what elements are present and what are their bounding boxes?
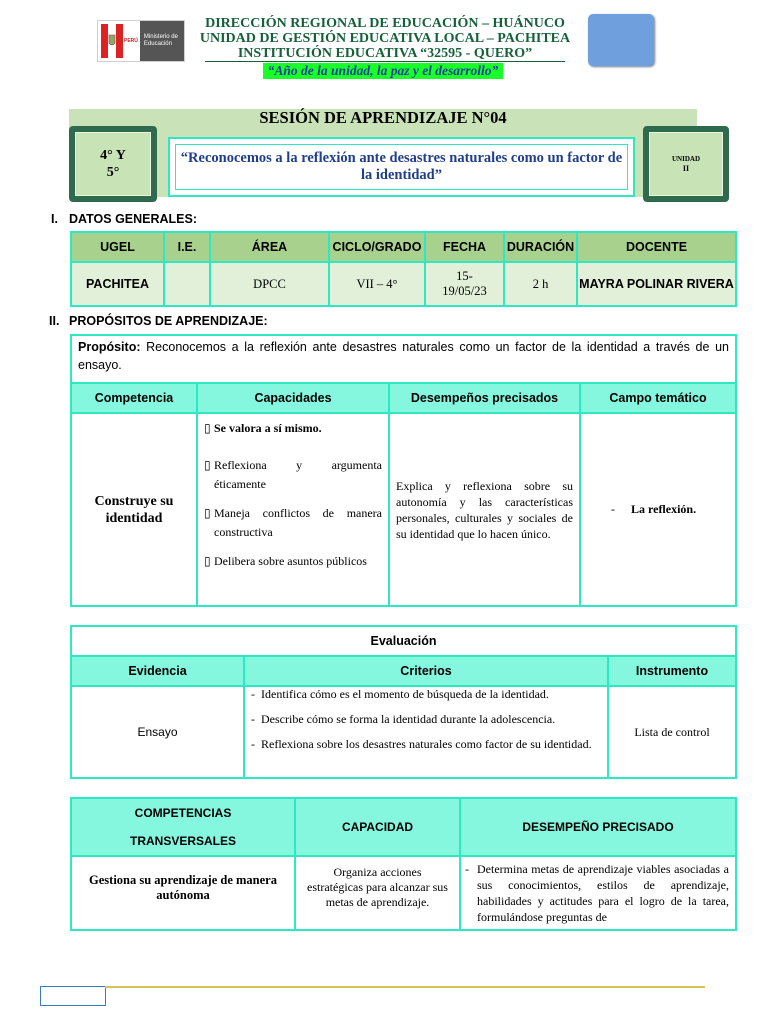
propositos-header-row: [71, 383, 736, 413]
col-ugel: UGEL: [71, 232, 164, 262]
capacidad-item: ▯ Se valora a sí mismo.: [204, 421, 322, 435]
col-desempeno-precisado: DESEMPEÑO PRECISADO: [460, 798, 736, 856]
val-fecha: 15- 19/05/23: [425, 262, 504, 306]
val-ciclo: VII – 4°: [329, 262, 425, 306]
val-ie: [164, 262, 210, 306]
header-line-1: DIRECCIÓN REGIONAL DE EDUCACIÓN – HUÁNUCO: [205, 16, 565, 31]
proposito-row: [71, 335, 736, 383]
session-topic: “Reconocemos a la reflexión ante desastres naturales como un factor de la identidad”: [175, 144, 628, 190]
proposito-cell: [71, 335, 736, 383]
section-2-number: II.: [49, 314, 60, 328]
transversales-header-row: [71, 798, 736, 856]
topic-box: [168, 137, 635, 197]
datos-header-row: [71, 232, 736, 262]
campo-cell: [580, 413, 736, 606]
col1-line1: COMPETENCIAS: [134, 806, 232, 820]
checkbox-bullet-icon: ▯: [204, 554, 211, 568]
instrumento-cell: Lista de control: [608, 686, 736, 778]
col-capacidades: Capacidades: [197, 383, 389, 413]
checkbox-bullet-icon: ▯: [204, 421, 211, 435]
col-competencias-transversales: [71, 798, 295, 856]
evaluacion-table: [70, 625, 737, 779]
desempeno-cell: Explica y reflexiona sobre su autonomía y las características personales, culturales y sociales de su identidad que lo hacen único.: [389, 413, 580, 606]
col-criterios: Criterios: [244, 656, 608, 686]
capacidad-cell: Organiza acciones estratégicas para alcanzar sus metas de aprendizaje.: [295, 856, 460, 930]
section-2-heading: PROPÓSITOS DE APRENDIZAJE:: [69, 314, 268, 328]
desempeno-item: - Determina metas de aprendizaje viables asociadas a sus conocimientos, estilos de aprendizaje, habilidades y actitudes para el logro de la tarea, formulándose preguntas de: [465, 862, 729, 924]
grade-badge: [69, 126, 157, 202]
grade-line-2: 5°: [106, 165, 120, 180]
campo-dash: -: [611, 502, 615, 516]
section-1-heading: DATOS GENERALES:: [69, 212, 198, 226]
col-instrumento: Instrumento: [608, 656, 736, 686]
motto-banner: “Año de la unidad, la paz y el desarrollo”: [263, 63, 503, 79]
ministry-logo: [97, 20, 185, 62]
transversales-table: [70, 797, 737, 931]
checkbox-bullet-icon: ▯: [204, 506, 211, 520]
logo-country: PERÚ: [124, 38, 138, 44]
grade-line-1: 4° Y: [100, 148, 126, 163]
col-campo: Campo temático: [580, 383, 736, 413]
datos-value-row: [71, 262, 736, 306]
col-capacidad: CAPACIDAD: [295, 798, 460, 856]
section-1-number: I.: [51, 212, 58, 226]
unit-label: UNIDAD: [672, 155, 700, 163]
desempeno-transversal-cell: [460, 856, 736, 930]
capacidad-item: ▯ Reflexiona y argumenta éticamente: [204, 456, 382, 494]
proposito-text: Reconocemos a la reflexión ante desastres naturales como un factor de la identidad a través de un ensayo.: [78, 340, 729, 372]
evaluacion-title-row: [71, 626, 736, 656]
criterio-item: - Identifica cómo es el momento de búsqueda de la identidad.: [251, 687, 549, 701]
criterio-item: - Reflexiona sobre los desastres naturales como factor de su identidad.: [251, 737, 592, 751]
footer-page-box: [40, 986, 106, 1006]
col-desempenos: Desempeños precisados: [389, 383, 580, 413]
val-ugel: PACHITEA: [71, 262, 164, 306]
transversales-body-row: [71, 856, 736, 930]
checkbox-bullet-icon: ▯: [204, 458, 211, 472]
propositos-table: [70, 334, 737, 607]
col-duracion: DURACIÓN: [504, 232, 577, 262]
datos-table: [70, 231, 737, 307]
col-evidencia: Evidencia: [71, 656, 244, 686]
val-docente: MAYRA POLINAR RIVERA: [577, 262, 736, 306]
evaluacion-header-row: [71, 656, 736, 686]
criterios-cell: [244, 686, 608, 778]
evaluacion-body-row: [71, 686, 736, 778]
competencia-cell: Construye su identidad: [71, 413, 197, 606]
header-line-3: INSTITUCIÓN EDUCATIVA “32595 - QUERO”: [205, 46, 565, 62]
session-title: SESIÓN DE APRENDIZAJE N°04: [259, 108, 507, 127]
evidencia-cell: Ensayo: [71, 686, 244, 778]
footer-line: [105, 986, 705, 988]
capacidad-item: ▯ Maneja conflictos de manera constructiva: [204, 504, 382, 542]
capacidad-item: ▯ Delibera sobre asuntos públicos: [204, 552, 382, 571]
blue-placeholder-box: [588, 14, 654, 66]
unit-value: II: [682, 164, 690, 173]
val-area: DPCC: [210, 262, 329, 306]
peru-shield-icon: [101, 24, 123, 58]
unit-badge: [643, 126, 729, 202]
col-area: ÁREA: [210, 232, 329, 262]
col-competencia: Competencia: [71, 383, 197, 413]
logo-ministry: Ministerio de Educación: [140, 21, 184, 61]
col-fecha: FECHA: [425, 232, 504, 262]
col-ciclo: CICLO/GRADO: [329, 232, 425, 262]
competencia-transversal-cell: Gestiona su aprendizaje de manera autónoma: [71, 856, 295, 930]
proposito-label: Propósito:: [78, 340, 141, 354]
evaluacion-title: Evaluación: [71, 626, 736, 656]
header-line-2: UNIDAD DE GESTIÓN EDUCATIVA LOCAL – PACHITEA: [199, 31, 571, 46]
criterio-item: - Describe cómo se forma la identidad durante la adolescencia.: [251, 712, 556, 726]
col-docente: DOCENTE: [577, 232, 736, 262]
col-ie: I.E.: [164, 232, 210, 262]
col1-line2: TRANSVERSALES: [129, 834, 236, 848]
val-duracion: 2 h: [504, 262, 577, 306]
propositos-body-row: [71, 413, 736, 606]
campo-text: La reflexión.: [631, 502, 697, 516]
capacidades-cell: [197, 413, 389, 606]
